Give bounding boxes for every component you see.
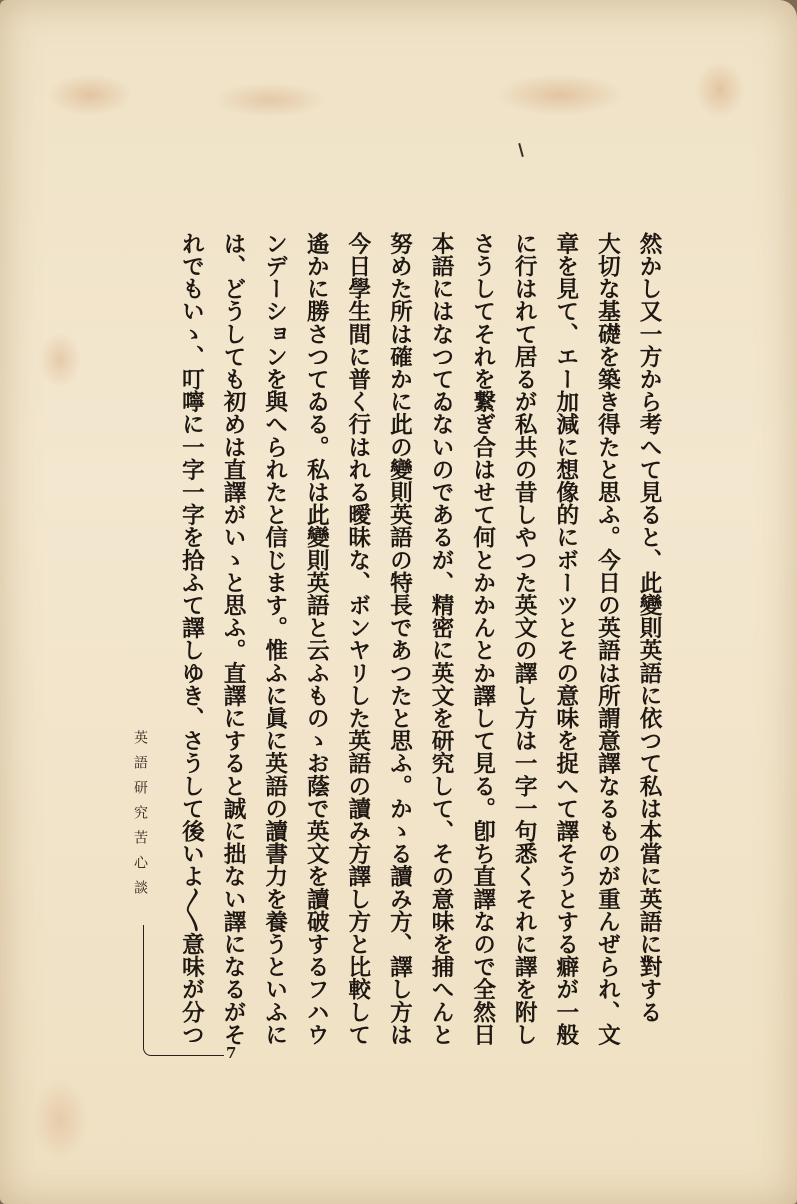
ink-mark bbox=[518, 143, 524, 157]
text-line: れでもいゝ、叮嚀に一字一字を拾ふて譯しゆき、さうして後いよ〳〵意味が分つ bbox=[178, 232, 205, 1046]
text-line: ンデーションを與へられたと信じます。惟ふに眞に英語の讀書力を養うといふに bbox=[261, 232, 288, 1046]
text-line: さうしてそれを繋ぎ合はせて何とかかんとか譯して見る。卽ち直譯なので全然日 bbox=[469, 232, 496, 1046]
page-number: 7 bbox=[226, 1044, 237, 1062]
text-line: 本語にはなつてゐないのであるが、精密に英文を研究して、その意味を捕へんと bbox=[428, 232, 455, 1046]
running-head: 英語研究苦心談 bbox=[132, 730, 148, 905]
text-line: 努めた所は確かに此の變則英語の特長であつたと思ふ。かゝる讀み方、譯し方は bbox=[386, 232, 413, 1046]
text-line: 大切な基礎を築き得たと思ふ。今日の英語は所謂意譯なるものが重んぜられ、文 bbox=[594, 232, 621, 1046]
body-text bbox=[170, 232, 669, 1062]
text-line: に行はれて居るが私共の昔しやつた英文の譯し方は一字一句悉くそれに譯を附し bbox=[511, 232, 538, 1046]
text-line: は、どうしても初めは直譯がいゝと思ふ。直譯にすると誠に拙ない譯になるがそ bbox=[220, 232, 247, 1046]
text-line: 然かし又一方から考へて見ると、此變則英語に依つて私は本當に英語に對する bbox=[636, 232, 662, 1023]
footer-rule bbox=[143, 925, 224, 1056]
text-line: 今日學生間に普く行はれる曖昧な、ボンヤリした英語の讀み方譯し方と比較して bbox=[344, 232, 371, 1046]
text-line: 章を見て、エー加減に想像的にボーツとその意味を捉へて譯そうとする癖が一般 bbox=[552, 232, 579, 1046]
text-line: 遙かに勝さつてゐる。私は此變則英語と云ふものゝお蔭で英文を讀破するフハウ bbox=[303, 232, 330, 1046]
